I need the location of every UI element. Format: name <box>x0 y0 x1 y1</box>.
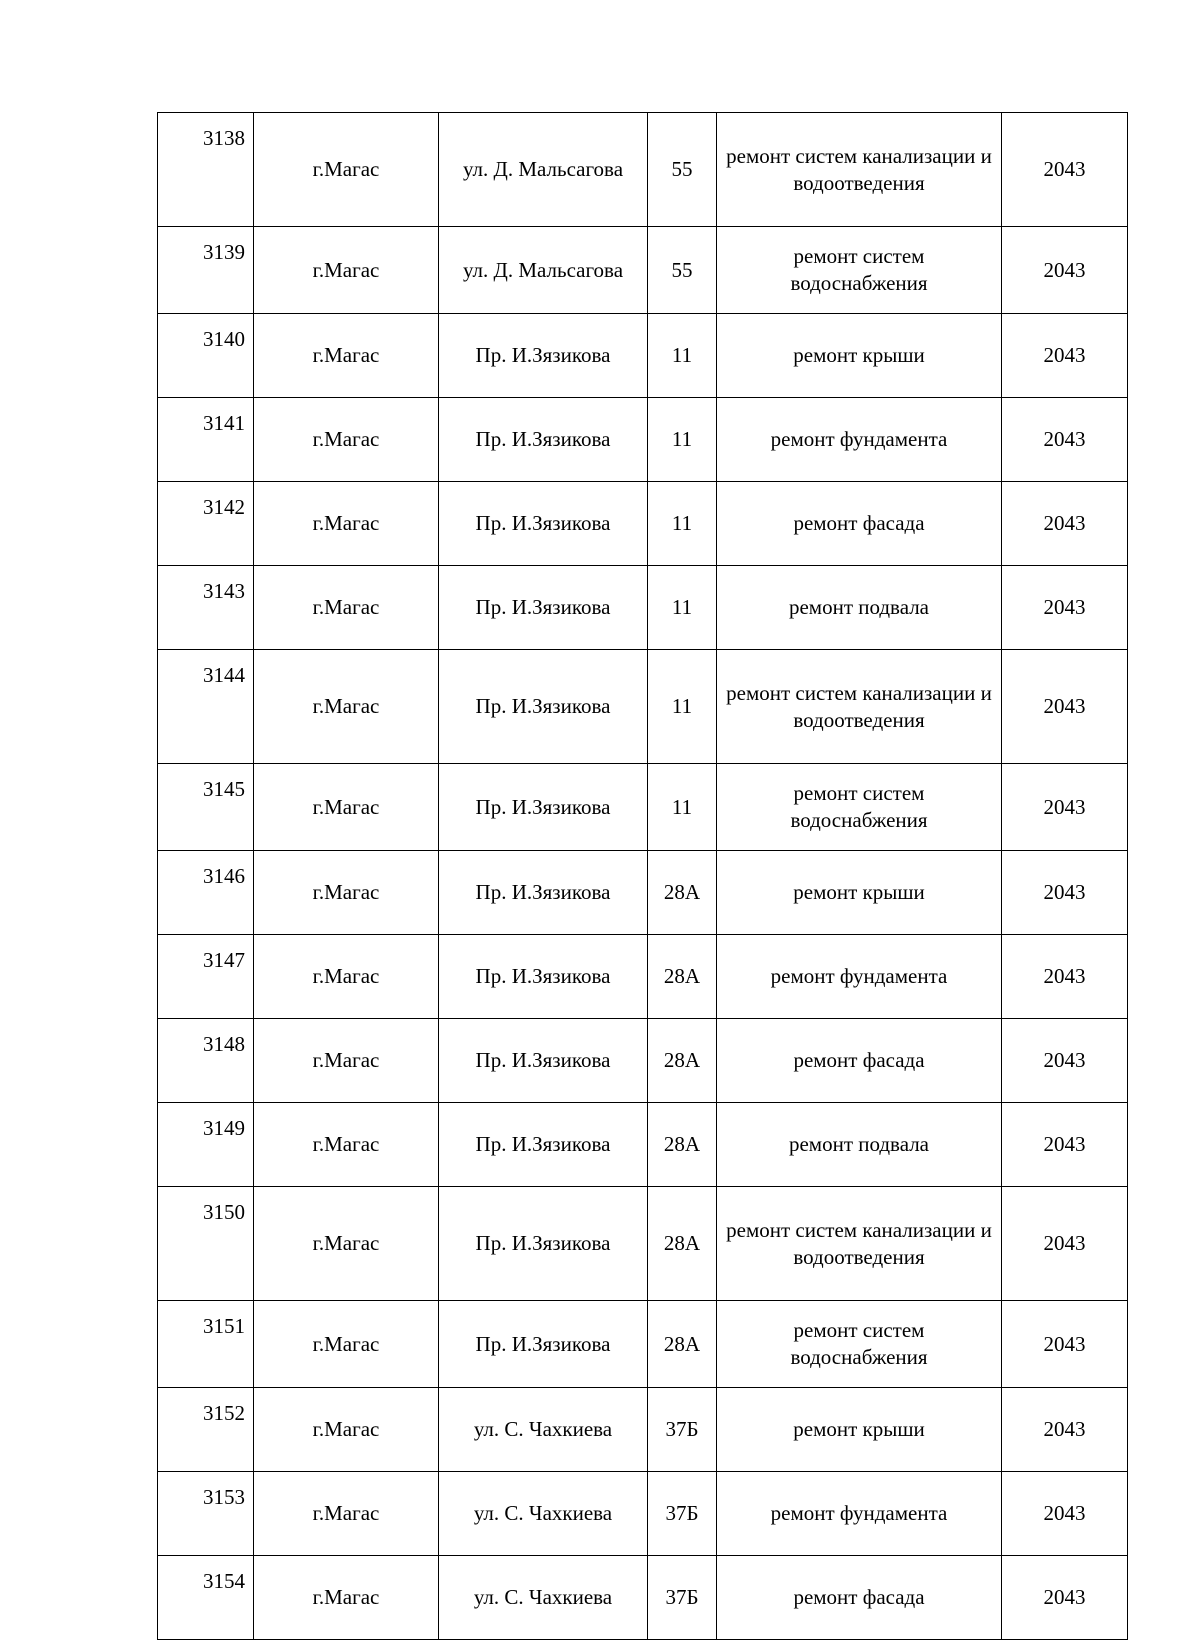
year-cell: 2043 <box>1002 851 1128 935</box>
street-cell: ул. С. Чахкиева <box>439 1472 648 1556</box>
house-cell: 37Б <box>648 1388 717 1472</box>
work-type-cell: ремонт крыши <box>717 1388 1002 1472</box>
row-number: 3154 <box>158 1556 254 1640</box>
house-cell: 28А <box>648 1019 717 1103</box>
row-number: 3148 <box>158 1019 254 1103</box>
work-type-cell: ремонт систем водоснабжения <box>717 1301 1002 1388</box>
house-cell: 37Б <box>648 1472 717 1556</box>
street-cell: Пр. И.Зязикова <box>439 566 648 650</box>
table-row <box>158 1103 1128 1187</box>
table-row <box>158 650 1128 764</box>
row-number: 3149 <box>158 1103 254 1187</box>
street-cell: Пр. И.Зязикова <box>439 482 648 566</box>
year-cell: 2043 <box>1002 764 1128 851</box>
table-row <box>158 1187 1128 1301</box>
house-cell: 11 <box>648 398 717 482</box>
house-cell: 28А <box>648 935 717 1019</box>
street-cell: Пр. И.Зязикова <box>439 764 648 851</box>
table-row <box>158 1388 1128 1472</box>
table-row <box>158 1019 1128 1103</box>
street-cell: Пр. И.Зязикова <box>439 1187 648 1301</box>
year-cell: 2043 <box>1002 1388 1128 1472</box>
work-type-cell: ремонт систем канализации и водоотведения <box>717 650 1002 764</box>
row-number: 3141 <box>158 398 254 482</box>
street-cell: ул. Д. Мальсагова <box>439 113 648 227</box>
row-number: 3151 <box>158 1301 254 1388</box>
table-row <box>158 566 1128 650</box>
year-cell: 2043 <box>1002 935 1128 1019</box>
street-cell: ул. С. Чахкиева <box>439 1556 648 1640</box>
year-cell: 2043 <box>1002 227 1128 314</box>
house-cell: 28А <box>648 1187 717 1301</box>
city-cell: г.Магас <box>254 935 439 1019</box>
house-cell: 37Б <box>648 1556 717 1640</box>
row-number: 3138 <box>158 113 254 227</box>
city-cell: г.Магас <box>254 227 439 314</box>
city-cell: г.Магас <box>254 1103 439 1187</box>
year-cell: 2043 <box>1002 566 1128 650</box>
street-cell: Пр. И.Зязикова <box>439 1301 648 1388</box>
row-number: 3140 <box>158 314 254 398</box>
work-type-cell: ремонт систем канализации и водоотведения <box>717 113 1002 227</box>
work-type-cell: ремонт подвала <box>717 566 1002 650</box>
year-cell: 2043 <box>1002 1019 1128 1103</box>
year-cell: 2043 <box>1002 113 1128 227</box>
table-row <box>158 227 1128 314</box>
table-row <box>158 482 1128 566</box>
city-cell: г.Магас <box>254 1556 439 1640</box>
street-cell: Пр. И.Зязикова <box>439 398 648 482</box>
house-cell: 55 <box>648 113 717 227</box>
street-cell: ул. С. Чахкиева <box>439 1388 648 1472</box>
table-row <box>158 398 1128 482</box>
work-type-cell: ремонт фундамента <box>717 398 1002 482</box>
house-cell: 11 <box>648 566 717 650</box>
year-cell: 2043 <box>1002 1556 1128 1640</box>
city-cell: г.Магас <box>254 113 439 227</box>
street-cell: Пр. И.Зязикова <box>439 851 648 935</box>
house-cell: 28А <box>648 1103 717 1187</box>
work-type-cell: ремонт фасада <box>717 1556 1002 1640</box>
house-cell: 11 <box>648 764 717 851</box>
row-number: 3152 <box>158 1388 254 1472</box>
table-row <box>158 1472 1128 1556</box>
work-type-cell: ремонт фасада <box>717 1019 1002 1103</box>
street-cell: Пр. И.Зязикова <box>439 650 648 764</box>
year-cell: 2043 <box>1002 1301 1128 1388</box>
house-cell: 11 <box>648 314 717 398</box>
city-cell: г.Магас <box>254 566 439 650</box>
city-cell: г.Магас <box>254 1019 439 1103</box>
row-number: 3146 <box>158 851 254 935</box>
work-type-cell: ремонт фундамента <box>717 1472 1002 1556</box>
city-cell: г.Магас <box>254 851 439 935</box>
street-cell: Пр. И.Зязикова <box>439 1103 648 1187</box>
repair-schedule-table <box>157 112 1128 1640</box>
city-cell: г.Магас <box>254 398 439 482</box>
row-number: 3144 <box>158 650 254 764</box>
year-cell: 2043 <box>1002 398 1128 482</box>
table-row <box>158 851 1128 935</box>
work-type-cell: ремонт фундамента <box>717 935 1002 1019</box>
street-cell: Пр. И.Зязикова <box>439 935 648 1019</box>
table-row <box>158 764 1128 851</box>
work-type-cell: ремонт подвала <box>717 1103 1002 1187</box>
table-row <box>158 314 1128 398</box>
table-row <box>158 1301 1128 1388</box>
city-cell: г.Магас <box>254 314 439 398</box>
city-cell: г.Магас <box>254 1187 439 1301</box>
year-cell: 2043 <box>1002 650 1128 764</box>
row-number: 3150 <box>158 1187 254 1301</box>
year-cell: 2043 <box>1002 1103 1128 1187</box>
city-cell: г.Магас <box>254 1472 439 1556</box>
work-type-cell: ремонт фасада <box>717 482 1002 566</box>
street-cell: Пр. И.Зязикова <box>439 314 648 398</box>
house-cell: 55 <box>648 227 717 314</box>
table-row <box>158 113 1128 227</box>
work-type-cell: ремонт систем канализации и водоотведения <box>717 1187 1002 1301</box>
city-cell: г.Магас <box>254 482 439 566</box>
street-cell: ул. Д. Мальсагова <box>439 227 648 314</box>
work-type-cell: ремонт систем водоснабжения <box>717 227 1002 314</box>
row-number: 3147 <box>158 935 254 1019</box>
row-number: 3153 <box>158 1472 254 1556</box>
year-cell: 2043 <box>1002 1187 1128 1301</box>
house-cell: 11 <box>648 650 717 764</box>
house-cell: 28А <box>648 851 717 935</box>
work-type-cell: ремонт систем водоснабжения <box>717 764 1002 851</box>
table-row <box>158 935 1128 1019</box>
street-cell: Пр. И.Зязикова <box>439 1019 648 1103</box>
city-cell: г.Магас <box>254 1388 439 1472</box>
row-number: 3145 <box>158 764 254 851</box>
row-number: 3142 <box>158 482 254 566</box>
city-cell: г.Магас <box>254 650 439 764</box>
house-cell: 11 <box>648 482 717 566</box>
year-cell: 2043 <box>1002 314 1128 398</box>
year-cell: 2043 <box>1002 482 1128 566</box>
year-cell: 2043 <box>1002 1472 1128 1556</box>
row-number: 3143 <box>158 566 254 650</box>
city-cell: г.Магас <box>254 764 439 851</box>
house-cell: 28А <box>648 1301 717 1388</box>
city-cell: г.Магас <box>254 1301 439 1388</box>
work-type-cell: ремонт крыши <box>717 851 1002 935</box>
work-type-cell: ремонт крыши <box>717 314 1002 398</box>
row-number: 3139 <box>158 227 254 314</box>
table-row <box>158 1556 1128 1640</box>
